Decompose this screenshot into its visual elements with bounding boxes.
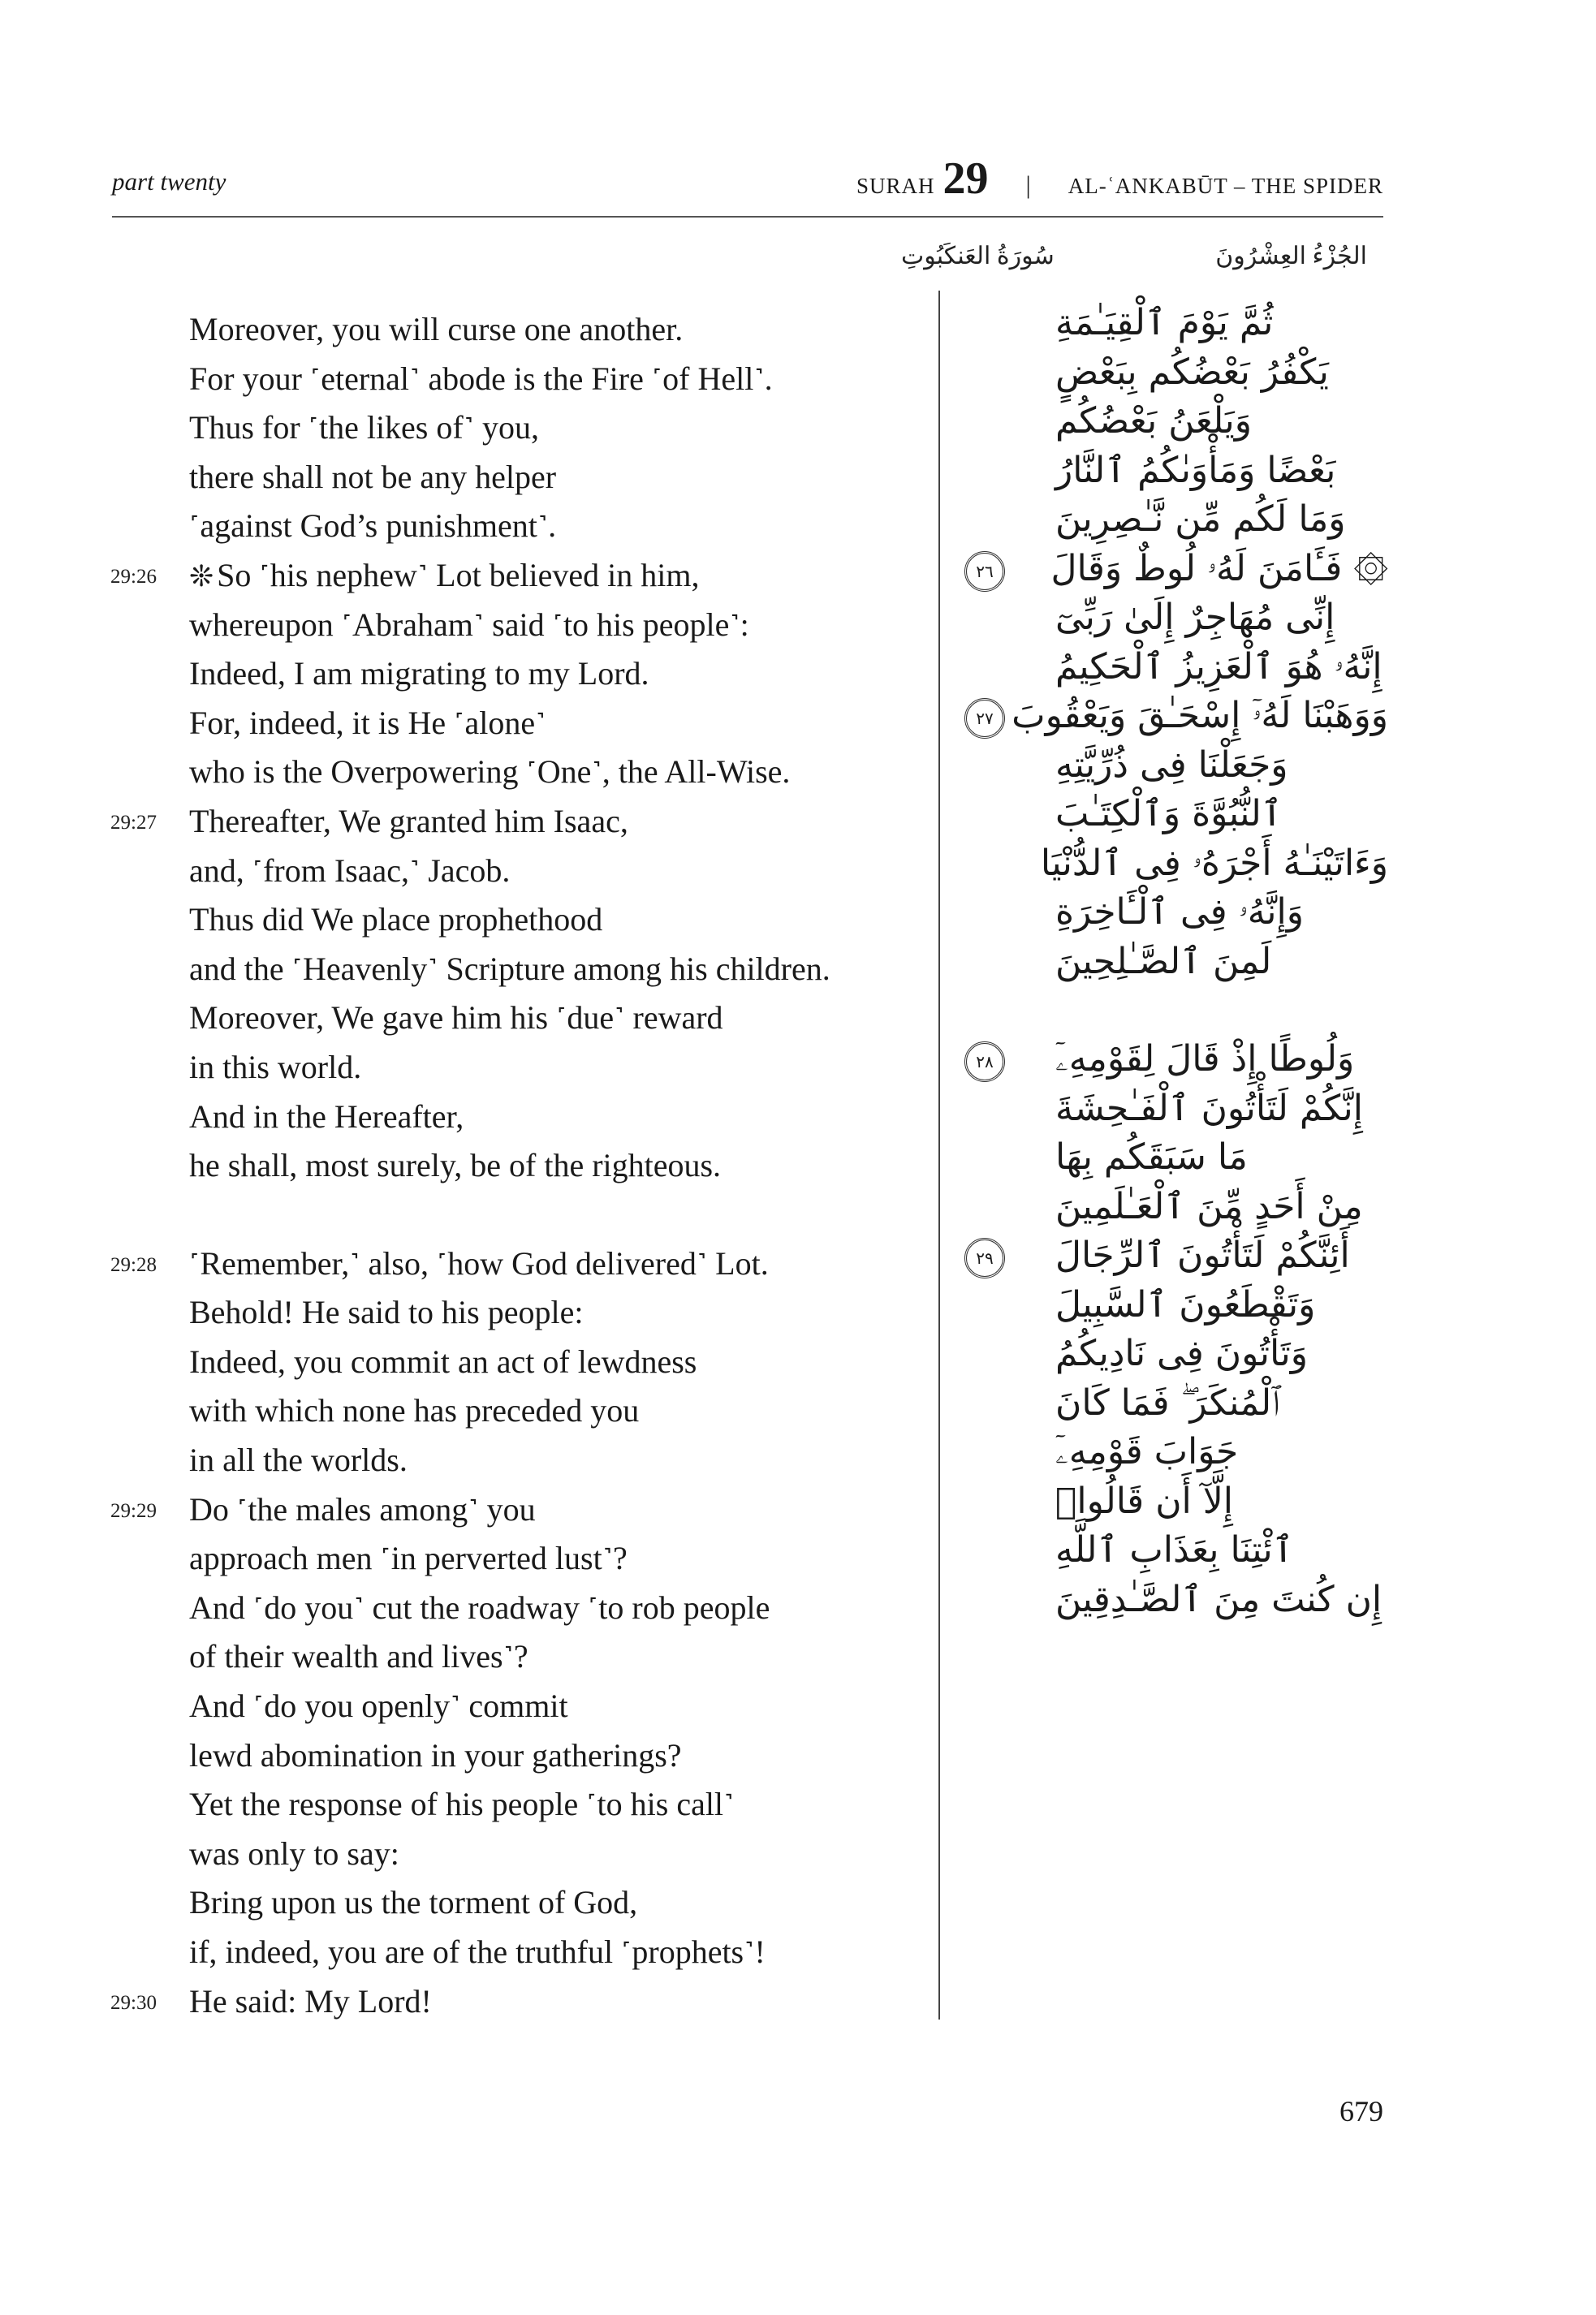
arabic-text: وَيَلْعَنُ بَعْضُكُم [1055, 400, 1252, 442]
translation-line [0, 1584, 925, 1633]
arabic-text: مِنْ أَحَدٍ مِّنَ ٱلْعَـٰلَمِينَ [1055, 1185, 1363, 1227]
arabic-text: بَعْضًا وَمَأْوَىٰكُمُ ٱلنَّارُ [1055, 449, 1336, 491]
arabic-text: لَمِنَ ٱلصَّـٰلِحِينَ [1055, 940, 1272, 982]
column-divider [938, 291, 940, 2020]
translation-line [0, 502, 925, 551]
arabic-line [950, 888, 1388, 938]
arabic-line [950, 1183, 1388, 1232]
arabic-text: وَتَأْتُونَ فِى نَادِيكُمُ [1055, 1333, 1308, 1374]
arabic-text: إِلَّآ أَن قَالُوا۟ [1055, 1480, 1234, 1522]
arabic-line [950, 446, 1388, 496]
arabic-line [950, 790, 1388, 839]
verse-reference: 29:29 [110, 1499, 157, 1522]
translation-text: Moreover, you will curse one another. [189, 311, 684, 347]
translation-line [0, 453, 925, 502]
arabic-line [950, 495, 1388, 545]
translation-line [0, 699, 925, 748]
translation-text: and, ˹from Isaac,˺ Jacob. [189, 851, 511, 889]
arabic-text: وَوَهَبْنَا لَهُۥٓ إِسْحَـٰقَ وَيَعْقُوبَ [1012, 695, 1388, 736]
translation-text: So ˹his nephew˺ Lot believed in him, [217, 556, 700, 593]
arabic-line [950, 1231, 1388, 1281]
arabic-text: وَتَقْطَعُونَ ٱلسَّبِيلَ [1055, 1283, 1316, 1326]
translation-line [0, 1534, 925, 1584]
translation-text: ˹against God’s punishment˺. [189, 507, 557, 545]
translation-text: Thus for ˹the likes of˺ you, [189, 409, 540, 446]
arabic-text: وَلُوطًا إِذْ قَالَ لِقَوْمِهِۦٓ [1055, 1038, 1355, 1080]
arabic-text: إِنَّهُۥ هُوَ ٱلْعَزِيزُ ٱلْحَكِيمُ [1055, 645, 1382, 688]
translation-line [0, 551, 925, 601]
translation-line [0, 1977, 925, 2027]
translation-line [0, 1093, 925, 1142]
translation-text: Thus did We place prophethood [189, 901, 603, 938]
arabic-text: إِنِّى مُهَاجِرٌ إِلَىٰ رَبِّىٓ [1055, 597, 1335, 638]
translation-line [0, 1632, 925, 1682]
translation-text: of their wealth and lives˺? [189, 1638, 528, 1675]
arabic-text: ۞ فَـَٔامَنَ لَهُۥ لُوطٌ وَقَالَ [1050, 547, 1388, 589]
arabic-text: وَءَاتَيْنَـٰهُ أَجْرَهُۥ فِى ٱلدُّنْيَا [1040, 842, 1388, 884]
translation-text: Do ˹the males among˺ you [189, 1490, 536, 1528]
hizb-star-icon: ❊ [189, 559, 214, 593]
translation-line [0, 895, 925, 945]
translation-line [0, 1878, 925, 1928]
translation-text: Behold! He said to his people: [189, 1294, 584, 1331]
translation-text: ˹Remember,˺ also, ˹how God delivered˺ Lot. [189, 1244, 769, 1282]
verse-reference: 29:28 [110, 1253, 157, 1276]
translation-line [0, 1288, 925, 1338]
translation-text: For, indeed, it is He ˹alone˺ [189, 704, 546, 741]
running-head-part: part twenty [112, 167, 226, 196]
translation-line [0, 1436, 925, 1485]
translation-line [0, 1338, 925, 1387]
translation-text: if, indeed, you are of the truthful ˹prophets˺! [189, 1933, 766, 1970]
translation-line [0, 1928, 925, 1977]
arabic-line [950, 1477, 1388, 1527]
arabic-column [950, 299, 1388, 1624]
translation-line [0, 1682, 925, 1731]
arabic-text: ٱلْمُنكَرَ ۖ فَمَا كَانَ [1055, 1382, 1280, 1424]
translation-line [0, 847, 925, 896]
running-head-surah [856, 153, 1383, 205]
translation-line [0, 649, 925, 699]
translation-line [0, 355, 925, 404]
arabic-line [950, 1035, 1388, 1084]
translation-line [0, 1043, 925, 1093]
translation-text: Bring upon us the torment of God, [189, 1884, 638, 1921]
arabic-text: وَإِنَّهُۥ فِى ٱلْـَٔاخِرَةِ [1055, 891, 1305, 933]
translation-text: whereupon ˹Abraham˺ said ˹to his people˺: [189, 606, 749, 643]
translation-line [0, 1141, 925, 1191]
translation-text: Indeed, I am migrating to my Lord. [189, 655, 649, 692]
arabic-text: وَمَا لَكُم مِّن نَّـٰصِرِينَ [1055, 498, 1346, 540]
verse-reference: 29:27 [110, 811, 157, 834]
translation-text: Moreover, We gave him his ˹due˺ reward [189, 999, 723, 1037]
translation-line [0, 748, 925, 797]
translation-line [0, 994, 925, 1043]
arabic-text: مَا سَبَقَكُم بِهَا [1055, 1136, 1248, 1178]
header-separator: | [1025, 170, 1031, 199]
surah-label: SURAH [856, 174, 935, 198]
arabic-line [950, 1330, 1388, 1379]
translation-text: there shall not be any helper [189, 458, 557, 495]
translation-text: who is the Overpowering ˹One˺, the All-Wise. [189, 753, 791, 791]
translation-line [0, 1731, 925, 1781]
page-number: 679 [1339, 2095, 1383, 2127]
surah-number: 29 [943, 153, 989, 204]
arabic-surah-caption: سُورَةُ العَنكَبُوتِ [901, 243, 1055, 269]
translation-text: in this world. [189, 1048, 362, 1085]
verse-number-marker: ٢٦ [964, 551, 1005, 592]
arabic-text: ثُمَّ يَوْمَ ٱلْقِيَـٰمَةِ [1055, 302, 1274, 343]
translation-text: was only to say: [189, 1834, 399, 1872]
translation-text: And ˹do you˺ cut the roadway ˹to rob people [189, 1589, 770, 1626]
translation-text: in all the worlds. [189, 1442, 408, 1479]
arabic-line [950, 1133, 1388, 1183]
arabic-line [950, 348, 1388, 398]
translation-line [0, 305, 925, 355]
translation-text: lewd abomination in your gatherings? [189, 1736, 682, 1774]
arabic-line [950, 1428, 1388, 1477]
translation-line [0, 797, 925, 847]
arabic-text: إِن كُنتَ مِنَ ٱلصَّـٰدِقِينَ [1055, 1578, 1382, 1620]
arabic-line [950, 741, 1388, 791]
header-rule [112, 216, 1383, 218]
translation-text: He said: My Lord! [189, 1982, 432, 2020]
arabic-line [950, 397, 1388, 446]
arabic-part-caption: الجُزْءُ العِشْرُونَ [1215, 243, 1367, 269]
translation-line [0, 403, 925, 453]
surah-name: AL-ʿANKABŪT – THE SPIDER [1068, 174, 1383, 198]
arabic-line [950, 1526, 1388, 1576]
arabic-line [950, 839, 1388, 889]
translation-line [0, 945, 925, 994]
arabic-line [950, 643, 1388, 692]
translation-text: he shall, most surely, be of the righteous. [189, 1147, 722, 1184]
arabic-line [950, 299, 1388, 348]
translation-text: and the ˹Heavenly˺ Scripture among his children. [189, 950, 830, 987]
translation-line [0, 1239, 925, 1289]
arabic-text: جَوَابَ قَوْمِهِۦٓ [1055, 1431, 1239, 1472]
translation-column [0, 305, 925, 2026]
translation-line [0, 1830, 925, 1879]
translation-line [0, 1780, 925, 1830]
arabic-text: وَجَعَلْنَا فِى ذُرِّيَّتِهِ [1055, 744, 1288, 786]
arabic-line [950, 593, 1388, 643]
translation-text: For your ˹eternal˺ abode is the Fire ˹of Hell˺. [189, 360, 773, 397]
arabic-text: أَئِنَّكُمْ لَتَأْتُونَ ٱلرِّجَالَ [1055, 1235, 1350, 1276]
arabic-text: يَكْفُرُ بَعْضُكُم بِبَعْضٍ [1055, 351, 1329, 393]
translation-text: with which none has preceded you [189, 1392, 640, 1429]
translation-text: approach men ˹in perverted lust˺? [189, 1540, 628, 1577]
verse-reference: 29:26 [110, 565, 157, 588]
arabic-line [950, 938, 1388, 987]
translation-line [0, 1386, 925, 1436]
verse-number-marker: ٢٨ [964, 1041, 1005, 1082]
translation-line [0, 1485, 925, 1535]
arabic-line [950, 692, 1388, 741]
translation-text: And in the Hereafter, [189, 1097, 464, 1135]
arabic-text: إِنَّكُمْ لَتَأْتُونَ ٱلْفَـٰحِشَةَ [1055, 1087, 1363, 1129]
verse-reference: 29:30 [110, 1991, 157, 2014]
arabic-line [950, 1084, 1388, 1134]
arabic-line [950, 1379, 1388, 1429]
arabic-text: ٱئْتِنَا بِعَذَابِ ٱللَّهِ [1055, 1529, 1294, 1571]
arabic-line [950, 1281, 1388, 1330]
verse-number-marker: ٢٧ [964, 698, 1005, 739]
translation-text: And ˹do you openly˺ commit [189, 1688, 568, 1725]
arabic-line [950, 545, 1388, 594]
arabic-line [950, 1576, 1388, 1625]
verse-number-marker: ٢٩ [964, 1238, 1005, 1278]
arabic-text: ٱلنُّبُوَّةَ وَٱلْكِتَـٰبَ [1055, 793, 1283, 834]
translation-line [0, 601, 925, 650]
translation-text: Indeed, you commit an act of lewdness [189, 1343, 697, 1380]
translation-text: Yet the response of his people ˹to his call˺ [189, 1786, 735, 1823]
translation-text: Thereafter, We granted him Isaac, [189, 802, 628, 839]
